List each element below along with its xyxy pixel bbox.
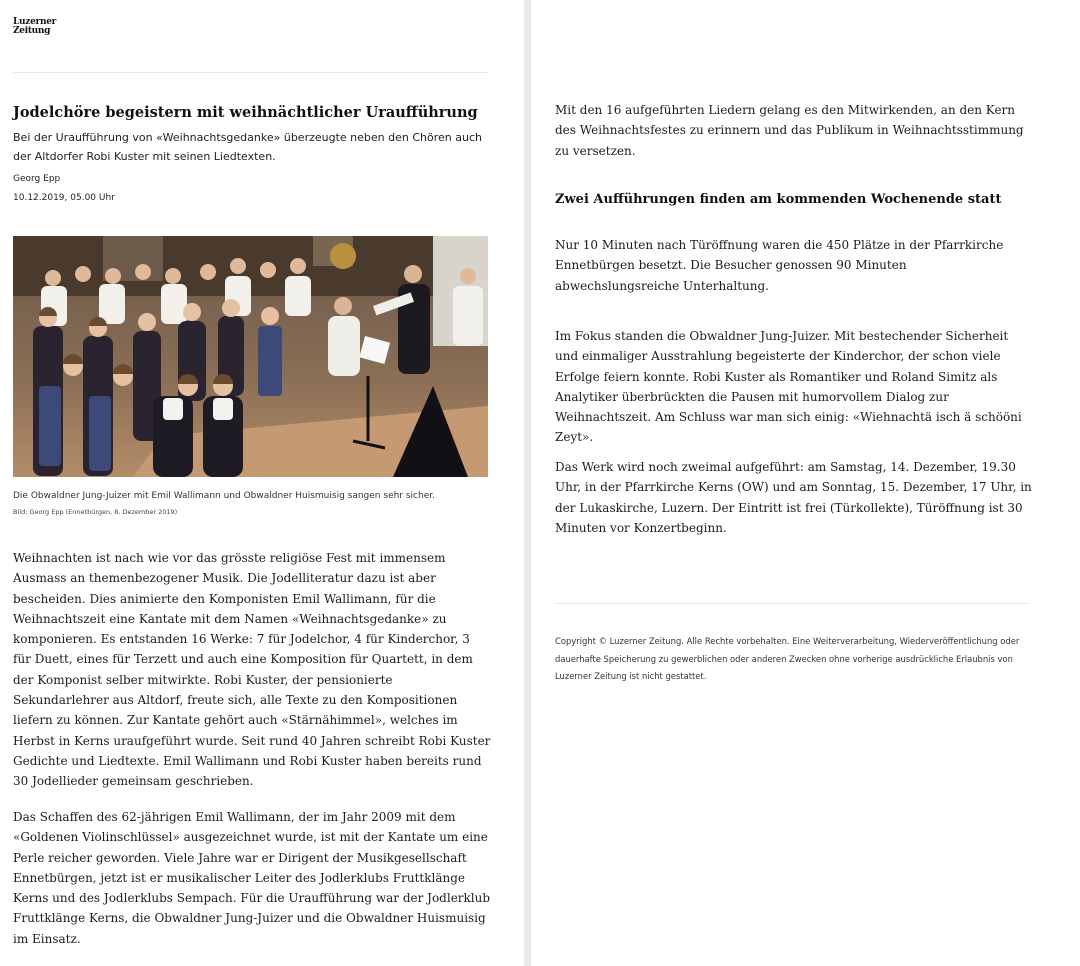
- page-right: [531, 0, 1080, 966]
- photo-caption: Die Obwaldner Jung-Juizer mit Emil Wallimann und Obwaldner Huismuisig sangen sehr sicher.: [13, 491, 435, 501]
- article-subheading: Zwei Aufführungen finden am kommenden Wochenende statt: [555, 192, 1002, 207]
- article-lead: Bei der Uraufführung von «Weihnachtsgedanke» überzeugte neben den Chören auch der Altdorfer Robi Kuster mit seinen Liedtexten.: [13, 131, 482, 163]
- choir-photo-illustration: [13, 236, 488, 477]
- footer-divider: [555, 603, 1029, 604]
- article-paragraph-2: Das Schaffen des 62-jährigen Emil Wallimann, der im Jahr 2009 mit dem «Goldenen Violinschlüssel» ausgezeichnet wurde, ist mit der Kantate um eine Perle reicher geworden. Viele Jahre war er Dirigent der Musikgesellschaft Ennetbürgen, jetzt ist er musikalischer Leiter des Jodlerklubs Fruttklänge Kerns und des Jodlerklubs Sempach. Für die Uraufführung war der Jodlerklub Fruttklänge Kerns, die Obwaldner Jung-Juizer und die Obwaldner Huismuisig im Einsatz.: [13, 810, 491, 946]
- article-paragraph-4: Nur 10 Minuten nach Türöffnung waren die 450 Plätze in der Pfarrkirche Ennetbürgen besetzt. Die Besucher genossen 90 Minuten abwechslungsreiche Unterhaltung.: [555, 238, 1004, 293]
- article-paragraph-3: Mit den 16 aufgeführten Liedern gelang es den Mitwirkenden, an den Kern des Weihnachtsfestes zu erinnern und das Publikum in Weihnachtsstimmung zu versetzen.: [555, 103, 1024, 158]
- logo-line-2: Zeitung: [13, 26, 51, 36]
- article-paragraph-5: Im Fokus standen die Obwaldner Jung-Juizer. Mit bestechender Sicherheit und einmaliger Ausstrahlung begeisterte der Kinderchor, der schon viele Erfolge feiern konnte. Robi Kuster als Romantiker und Roland Simitz als Analytiker überbrückten die Pausen mit humorvollem Dialog zur Weihnachtszeit. Am Schluss war man sich einig: «Wiehnachtä isch ä schööni Zeyt».: [555, 329, 1022, 445]
- article-author: Georg Epp: [13, 174, 61, 184]
- publication-logo[interactable]: [13, 18, 73, 36]
- copyright-notice: Copyright © Luzerner Zeitung. Alle Rechte vorbehalten. Eine Weiterverarbeitung, Wiederveröffentlichung oder dauerhafte Speicherung zu gewerblichen oder anderen Zwecken ohne vorherige ausdrückliche Erlaubnis von Luzerner Zeitung ist nicht gestattet.: [555, 636, 1020, 681]
- article-paragraph-1: Weihnachten ist nach wie vor das grösste religiöse Fest mit immensem Ausmass an themenbezogener Musik. Die Jodelliteratur dazu ist aber bescheiden. Dies animierte den Komponisten Emil Wallimann, für die Weihnachtszeit eine Kantate mit dem Namen «Weihnachtsgedanke» zu komponieren. Es entstanden 16 Werke: 7 für Jodelchor, 4 für Kinderchor, 3 für Duett, eines für Terzett und auch eine Komposition für Quartett, in dem der Komponist selber mitwirkte. Robi Kuster, der pensionierte Sekundarlehrer aus Altdorf, freute sich, alle Texte zu den Kompositionen liefern zu können. Zur Kantate gehört auch «Stärnähimmel», welches im Herbst in Kerns uraufgeführt wurde. Seit rund 40 Jahren schreibt Robi Kuster Gedichte und Liedtexte. Emil Wallimann und Robi Kuster haben bereits rund 30 Jodellieder gemeinsam geschrieben.: [13, 551, 491, 789]
- page-left: [0, 0, 524, 966]
- article-title: Jodelchöre begeistern mit weihnächtlicher Uraufführung: [13, 104, 478, 121]
- photo-credit: Bild: Georg Epp (Ennetbürgen, 8. Dezember 2019): [13, 508, 178, 516]
- header-divider: [13, 72, 488, 73]
- article-photo: [13, 236, 488, 477]
- article-date: 10.12.2019, 05.00 Uhr: [13, 193, 115, 203]
- logo-line-1: Luzerner: [13, 17, 57, 27]
- article-paragraph-6: Das Werk wird noch zweimal aufgeführt: am Samstag, 14. Dezember, 19.30 Uhr, in der Pfarrkirche Kerns (OW) und am Sonntag, 15. Dezember, 17 Uhr, in der Lukaskirche, Luzern. Der Eintritt ist frei (Türkollekte), Türöffnung ist 30 Minuten vor Konzertbeginn.: [555, 460, 1032, 535]
